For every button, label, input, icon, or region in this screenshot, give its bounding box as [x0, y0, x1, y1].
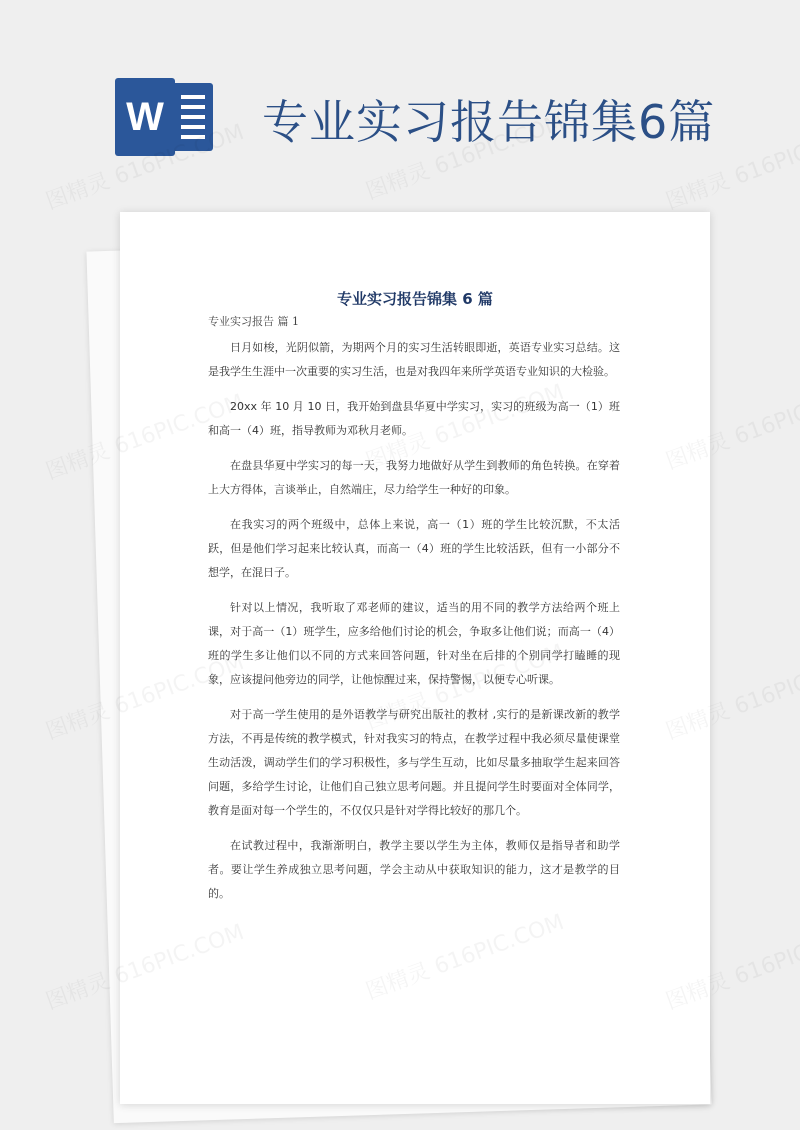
word-logo-letter: W	[115, 78, 175, 156]
document-title: 专业实习报告锦集 6 篇	[337, 290, 493, 308]
document-subtitle: 专业实习报告 篇 1	[208, 315, 299, 328]
paragraph: 日月如梭，光阴似箭，为期两个月的实习生活转眼即逝，英语专业实习总结。这是我学生生涯中一次重要的实习生活，也是对我四年来所学英语专业知识的大检验。	[208, 341, 620, 378]
word-document-icon	[115, 78, 215, 156]
page-title: 专业实习报告锦集6篇	[262, 95, 716, 149]
paragraph: 在试教过程中，我渐渐明白，教学主要以学生为主体，教师仅是指导者和助学者。要让学生养成独立思考问题，学会主动从中获取知识的能力，这才是教学的目的。	[208, 839, 620, 900]
document-body	[208, 336, 620, 917]
paragraph: 对于高一学生使用的是外语教学与研究出版社的教材 ,实行的是新课改新的教学方法，不再是传统的教学模式，针对我实习的特点，在教学过程中我必须尽量使课堂生动活泼，调动学生们的学习积极性，多与学生互动，比如尽量多抽取学生起来回答问题，多给学生讨论，让他们自己独立思考问题。并且提问学生时要面对全体同学，教育是面对每一个学生的，不仅仅只是针对学得比较好的那几个。	[208, 708, 620, 817]
document-page	[120, 212, 710, 1104]
paragraph: 针对以上情况，我听取了邓老师的建议，适当的用不同的教学方法给两个班上课，对于高一（1）班学生，应多给他们讨论的机会，争取多让他们说；而高一（4）班的学生多让他们以不同的方式来回答问题，针对坐在后排的个别同学打瞌睡的现象，应该提问他旁边的同学，让他惊醒过来，保持警惕，以便专心听课。	[208, 601, 620, 686]
paragraph: 20xx 年 10 月 10 日，我开始到盘县华夏中学实习，实习的班级为高一（1）班和高一（4）班，指导教师为邓秋月老师。	[208, 400, 620, 437]
paragraph: 在盘县华夏中学实习的每一天，我努力地做好从学生到教师的角色转换。在穿着上大方得体，言谈举止，自然端庄，尽力给学生一种好的印象。	[208, 459, 620, 496]
header	[0, 0, 800, 200]
paragraph: 在我实习的两个班级中，总体上来说，高一（1）班的学生比较沉默，不太活跃，但是他们学习起来比较认真，而高一（4）班的学生比较活跃，但有一小部分不想学，在混日子。	[208, 518, 620, 579]
